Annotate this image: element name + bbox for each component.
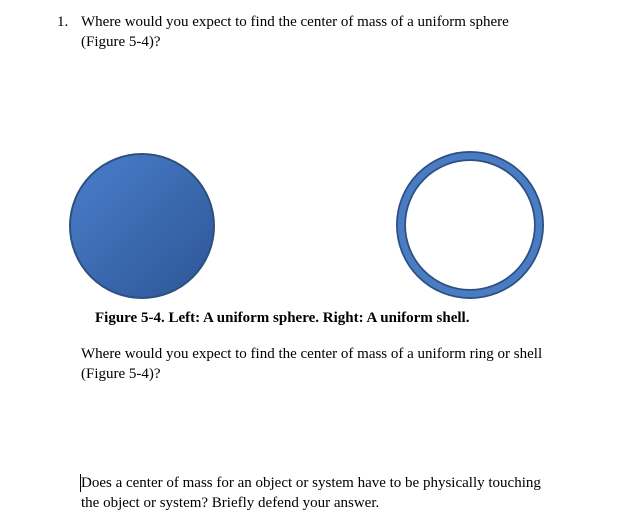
uniform-sphere — [70, 154, 214, 298]
question-1-line-2: (Figure 5-4)? — [81, 34, 161, 50]
question-number: 1. — [57, 14, 69, 30]
uniform-shell — [401, 156, 539, 294]
question-2-text — [81, 344, 601, 384]
question-2-line-1: Where would you expect to find the center of mass of a uniform ring or shell — [81, 346, 543, 362]
question-3-line-1: Does a center of mass for an object or system have to be physically touching — [81, 475, 541, 491]
question-1-line-1: Where would you expect to find the center of mass of a uniform sphere — [81, 14, 509, 30]
question-3-text[interactable] — [81, 473, 601, 513]
figure-caption: Figure 5-4. Left: A uniform sphere. Right: A uniform shell. — [95, 310, 470, 326]
question-2-line-2: (Figure 5-4)? — [81, 366, 161, 382]
question-3-line-2: the object or system? Briefly defend your answer. — [81, 495, 380, 511]
